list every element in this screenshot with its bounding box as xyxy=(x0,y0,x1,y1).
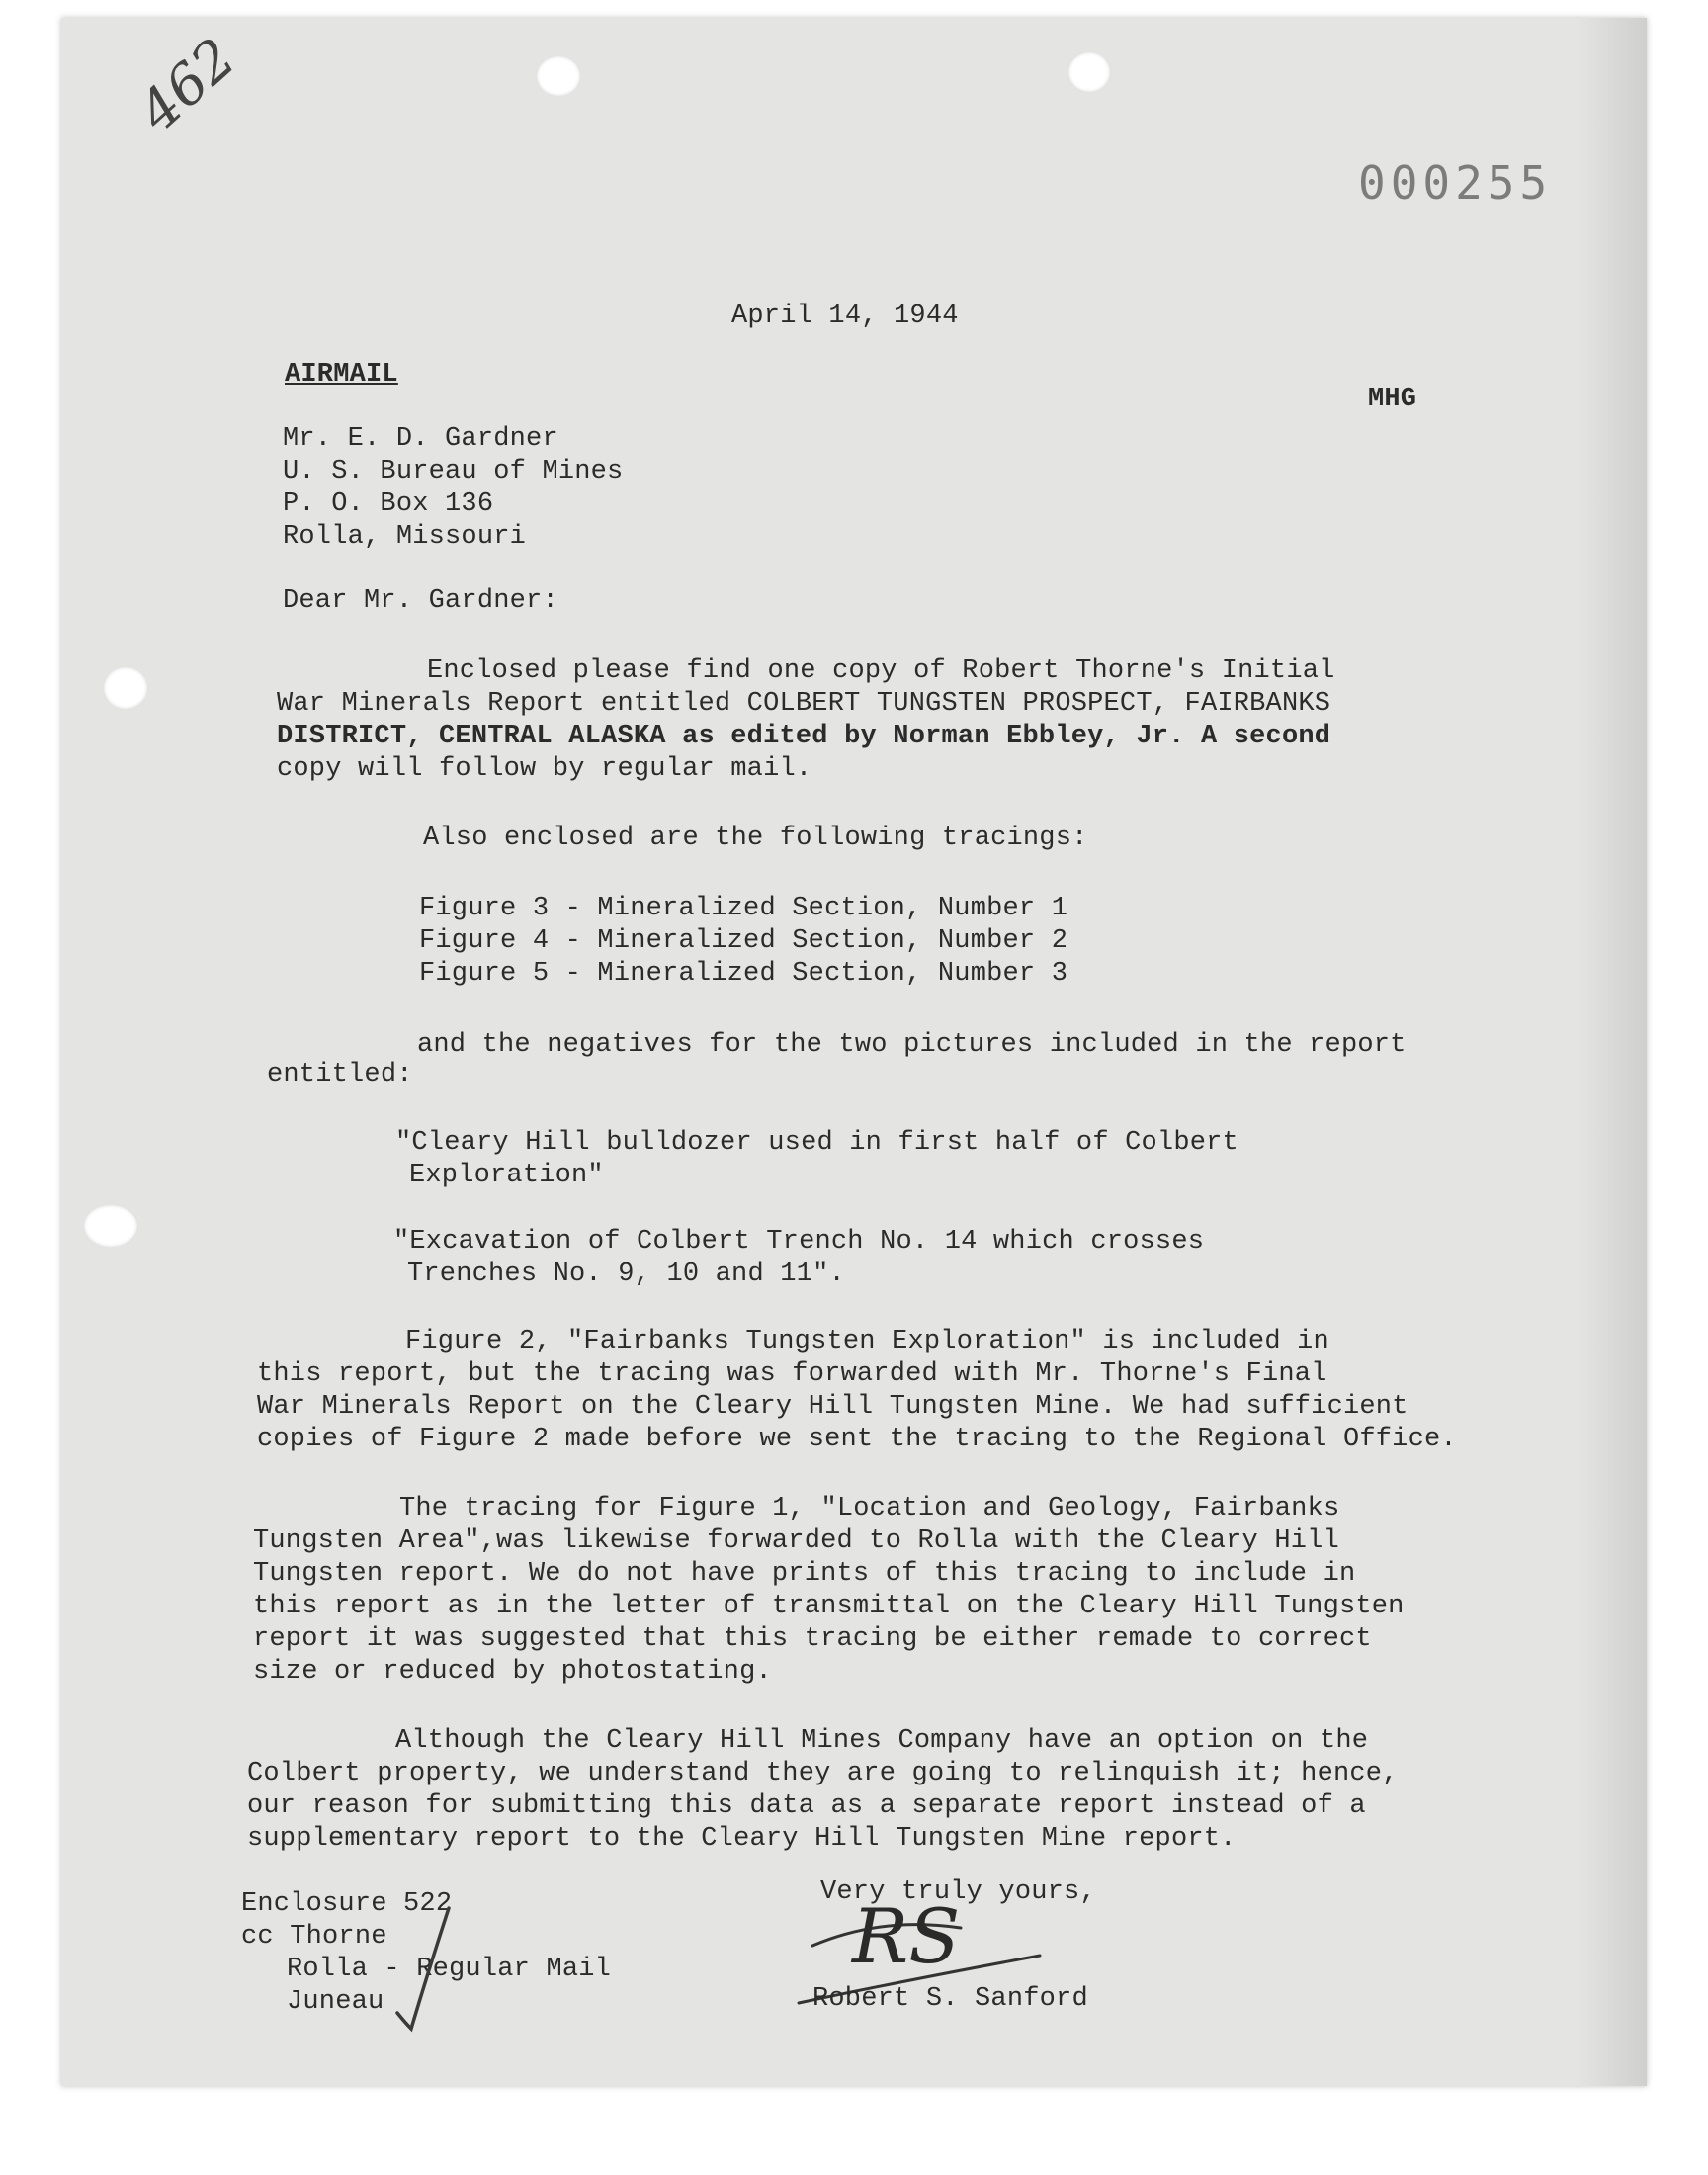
paragraph-line: entitled: xyxy=(267,1060,413,1089)
page-edge-shadow xyxy=(1578,18,1647,2086)
paragraph-line: supplementary report to the Cleary Hill Tungsten Mine report. xyxy=(247,1824,1237,1854)
caption-line: Exploration" xyxy=(409,1161,604,1190)
punch-hole xyxy=(1068,51,1111,93)
paragraph-line: this report as in the letter of transmittal on the Cleary Hill Tungsten xyxy=(253,1592,1405,1621)
caption-line: "Cleary Hill bulldozer used in first half of Colbert xyxy=(395,1128,1238,1158)
punch-hole xyxy=(103,666,148,710)
paragraph-line: our reason for submitting this data as a separate report instead of a xyxy=(247,1791,1366,1821)
paragraph-line: and the negatives for the two pictures included in the report xyxy=(417,1030,1407,1060)
letter-page xyxy=(61,18,1647,2086)
address-line: Rolla, Missouri xyxy=(283,522,527,552)
document-stamp-number: 000255 xyxy=(1358,156,1553,210)
cc-line: Juneau xyxy=(287,1987,384,2017)
paragraph-line: copies of Figure 2 made before we sent the tracing to the Regional Office. xyxy=(257,1425,1457,1454)
paragraph-line: Colbert property, we understand they are going to relinquish it; hence, xyxy=(247,1759,1399,1788)
enclosure-line: Enclosure 522 xyxy=(241,1889,453,1919)
handwritten-file-number: 462 xyxy=(127,26,248,145)
cc-line: cc Thorne xyxy=(241,1922,387,1952)
salutation: Dear Mr. Gardner: xyxy=(283,586,558,616)
airmail-label: AIRMAIL xyxy=(285,360,398,390)
signature-initials: RS xyxy=(852,1892,961,1980)
cc-line: Rolla - Regular Mail xyxy=(287,1955,612,1984)
checkmark-annotation xyxy=(387,1896,476,2035)
figure-list-item: Figure 3 - Mineralized Section, Number 1 xyxy=(419,894,1068,923)
figure-list-item: Figure 4 - Mineralized Section, Number 2 xyxy=(419,926,1068,956)
paragraph-line: Tungsten report. We do not have prints of this tracing to include in xyxy=(253,1559,1356,1589)
address-line: Mr. E. D. Gardner xyxy=(283,424,558,454)
paragraph-line: Figure 2, "Fairbanks Tungsten Exploration" is included in xyxy=(405,1327,1329,1356)
paragraph-tracings-intro: Also enclosed are the following tracings: xyxy=(423,824,1088,853)
paragraph-line: report it was suggested that this tracing be either remade to correct xyxy=(253,1624,1372,1654)
paragraph-line: The tracing for Figure 1, "Location and Geology, Fairbanks xyxy=(399,1494,1340,1523)
letter-date: April 14, 1944 xyxy=(731,302,959,331)
paragraph-line: copy will follow by regular mail. xyxy=(277,754,812,784)
paragraph-line: Tungsten Area",was likewise forwarded to Rolla with the Cleary Hill xyxy=(253,1526,1339,1556)
paragraph-line: Although the Cleary Hill Mines Company have an option on the xyxy=(395,1726,1369,1756)
address-line: U. S. Bureau of Mines xyxy=(283,457,624,486)
reference-initials: MHG xyxy=(1368,385,1417,414)
paragraph-line: size or reduced by photostating. xyxy=(253,1657,772,1687)
closing: Very truly yours, xyxy=(820,1877,1096,1907)
paragraph-line: DISTRICT, CENTRAL ALASKA as edited by Norman Ebbley, Jr. A second xyxy=(277,722,1331,751)
paragraph-line: this report, but the tracing was forwarded with Mr. Thorne's Final xyxy=(257,1359,1327,1389)
punch-hole xyxy=(536,55,581,97)
caption-line: "Excavation of Colbert Trench No. 14 which crosses xyxy=(393,1227,1205,1257)
signer-name: Robert S. Sanford xyxy=(812,1984,1088,2014)
address-line: P. O. Box 136 xyxy=(283,489,494,519)
punch-hole xyxy=(83,1204,138,1248)
figure-list-item: Figure 5 - Mineralized Section, Number 3 xyxy=(419,959,1068,989)
paragraph-line: War Minerals Report on the Cleary Hill Tungsten Mine. We had sufficient xyxy=(257,1392,1409,1422)
paragraph-line: Enclosed please find one copy of Robert Thorne's Initial xyxy=(427,656,1335,686)
caption-line: Trenches No. 9, 10 and 11". xyxy=(407,1260,845,1289)
paragraph-line: War Minerals Report entitled COLBERT TUNGSTEN PROSPECT, FAIRBANKS xyxy=(277,689,1331,719)
